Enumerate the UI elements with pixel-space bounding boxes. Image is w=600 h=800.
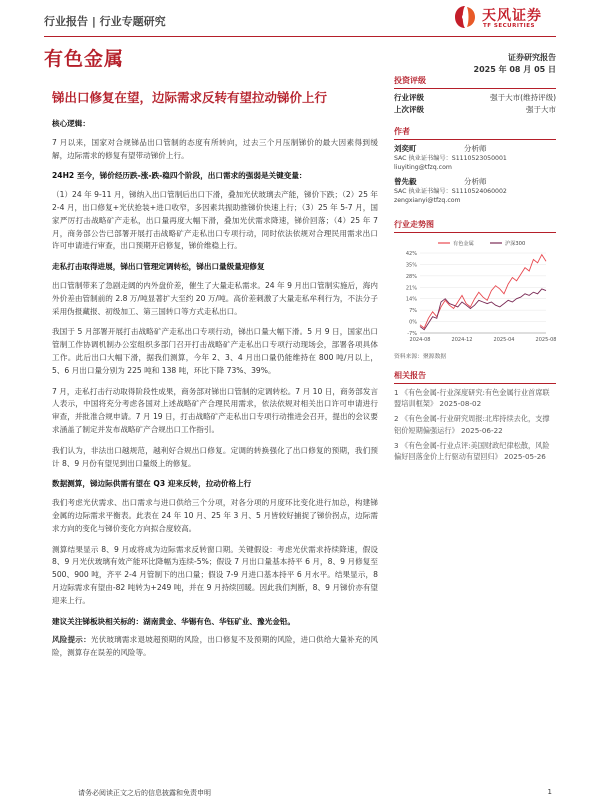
analyst-name: 刘奕町: [394, 144, 417, 153]
analyst-license: SAC 执业证书编号：S1110524060002: [394, 188, 507, 195]
paragraph-4: 我国于 5 月部署开展打击战略矿产走私出口专项行动，锑出口量大幅下滑。5 月 9 日，国家出口管制工作协调机制办公室组织多部门召开打击战略矿产走私出口专项行动现场会，部署各项具体工作。此后出口大幅下滑，据我们测算，今年 2、3、4 月出口量仍能维持在 800 吨/月以上，5、6 月出口量分别为 225 吨和 138 吨，环比下降 73%、39%。: [52, 327, 378, 375]
related-title: 相关报告: [394, 370, 556, 384]
report-type: 证券研究报告: [508, 53, 556, 62]
y-tick-label: 0%: [409, 319, 417, 326]
tf-logo-icon: [452, 4, 478, 30]
analyst-card: [394, 176, 556, 205]
report-category: 行业报告 | 行业专题研究: [44, 15, 166, 28]
sidebar: [394, 75, 556, 466]
core-logic-label: 核心逻辑：: [52, 119, 90, 128]
industry-trend-chart: [394, 237, 556, 349]
analyst-name: 曾先毅: [394, 177, 417, 186]
rating-row: [394, 92, 556, 104]
rating-key: 行业评级: [394, 93, 424, 102]
section-heading-3: 数据测算，锑边际供需有望在 Q3 迎来反转，拉动价格上行: [52, 479, 252, 489]
rating-row: [394, 104, 556, 116]
related-report-link[interactable]: 1 《有色金属-行业深度研究:有色金属行业首席联盟培训框架》 2025-08-02: [394, 388, 550, 409]
section-heading-4: 建议关注锑板块相关标的：湖南黄金、华锡有色、华钰矿业、豫光金铅。: [52, 616, 295, 626]
series-line-nonferrous: [420, 255, 546, 329]
paragraph-3: 出口管制带来了急剧走阔的内外盘价差，催生了大量走私需求。24 年 9 月出口管制实施后，海内外价差由管制前的 2.8 万/吨显著扩大至约 20 万/吨。高价差刺激了大量走私牟利行为，不法分子采用伪报藏报、初级加工、第三国转口等方式走私出口。: [52, 280, 378, 316]
y-tick-label: 28%: [405, 273, 417, 280]
y-tick-label: 7%: [409, 308, 417, 315]
page-number: 1: [547, 788, 552, 796]
rating-value: 强于大市: [526, 105, 556, 114]
y-tick-label: 42%: [405, 251, 417, 257]
analyst-role: 分析师: [464, 144, 487, 153]
paragraph-8: 测算结果显示 8、9 月或将成为边际需求反转窗口期。关键假设：考虑光伏需求持续降速，假设 8、9 月光伏玻璃有效产能环比降幅为连续-5%；假设 7 月出口量基本持平 6 月，8、9 月修复至 500、900 吨，齐平 2-4 月管制下的出口量；假设 7-9 月进口基本持平 6 月水平。结果显示，8 月边际需求有望由-82 吨转为+249 吨，并在 9 月持续回暖。因此我们判断，8、9 月锑价亦有望迎来上行。: [52, 544, 378, 605]
logo: [452, 4, 562, 34]
x-tick-label: 2024-08: [409, 337, 431, 343]
section-heading-1: 24H2 至今，锑价经历跌-涨-跌-稳四个阶段，出口需求的强弱是关键变量：: [52, 171, 307, 181]
paragraph-5: 7 月，走私打击行动取得阶段性成果，商务部对锑出口管制的定调转松。7 月 10 日，商务部发言人表示，中国将充分考虑各国对上述战略矿产合理民用需求，依法依规对相关出口许可申请进行审查，并批准合规申请。7 月 19 日，打击战略矿产走私出口专项行动推进会召开，提出的会议要求涵盖了制定并发布战略矿产合规出口工作指引。: [52, 386, 378, 434]
related-report-link[interactable]: 3 《有色金属-行业点评:美国财政纪律松散，风险偏好回落金价上行驱动有望回归》 2025-05-26: [394, 440, 550, 462]
risk-text: 光伏玻璃需求退坡超预期的风险，出口修复不及预期的风险，进口供给大量补充的风险，测算存在误差的风险等。: [52, 635, 379, 658]
logo-text-en: TF SECURITIES: [483, 23, 535, 29]
paragraph-1: 7 月以来，国家对合规锑品出口管制的态度有所转向，过去三个月压制锑价的最大因素得到缓解，边际需求的修复有望带动锑价上行。: [52, 137, 378, 160]
x-tick-label: 2025-08: [535, 337, 556, 343]
series-line-csi300: [420, 289, 546, 330]
legend-label: 有色金属: [453, 241, 474, 247]
analyst-email[interactable]: zengxianyi@tfzq.com: [394, 197, 461, 204]
risk-paragraph: [52, 634, 378, 660]
analyst-role: 分析师: [464, 177, 487, 186]
analyst-card: [394, 143, 556, 172]
x-tick-label: 2024-12: [451, 337, 473, 343]
trend-chart-svg: [394, 237, 556, 349]
report-headline: 锑出口修复在望，边际需求反转有望拉动锑价上行: [52, 90, 328, 105]
y-tick-label: 21%: [405, 285, 417, 292]
analyst-email[interactable]: liuyiting@tfzq.com: [394, 164, 452, 171]
author-title: 作者: [394, 126, 556, 140]
x-tick-label: 2025-04: [493, 337, 515, 343]
header-divider: [44, 36, 556, 37]
rating-title: 投资评级: [394, 75, 556, 89]
chart-source: 资料来源：聚源数据: [394, 354, 447, 360]
y-tick-label: 14%: [405, 296, 417, 303]
report-date: 2025 年 08 月 05 日: [473, 65, 556, 74]
y-tick-label: 35%: [405, 262, 417, 269]
rating-value: 强于大市(维持评级): [490, 93, 556, 102]
paragraph-7: 我们考虑光伏需求、出口需求与进口供给三个分项，对各分项的月度环比变化进行加总，构建锑金属的边际需求平衡表。此表在 24 年 10 月、25 年 3 月、5 月皆较好捕捉了锑价拐点，边际需求方向的变化与锑价变化方向拟合度较高。: [52, 498, 378, 533]
footer-disclaimer: 请务必阅读正文之后的信息披露和免责申明: [78, 789, 211, 797]
paragraph-2: （1）24 年 9-11 月，锑纳入出口管制后出口下滑，叠加光伏玻璃去产能，锑价下跌；（2）25 年 2-4 月，出口修复+光伏抢装+进口收窄，多因素共振助推锑价快速上行；（3）25 年 5-7 月，国家严厉打击战略矿产走私，出口量再度大幅下滑，叠加光伏需求降速，锑价回落；（4）25 年 7 月，商务部公告已部署开展打击战略矿产走私出口专项行动，同时依法依规对合理民用需求出口许可申请进行审查，出口预期开启修复，锑价维稳上行。: [52, 190, 378, 251]
trend-title: 行业走势图: [394, 219, 556, 233]
risk-label: 风险提示：: [52, 635, 91, 645]
rating-key: 上次评级: [394, 105, 424, 114]
main-content: [52, 118, 378, 668]
y-tick-label: -7%: [407, 331, 417, 337]
related-report-link[interactable]: 2 《有色金属-行业研究周报:北库持续去化，支撑铝价短期偏强运行》 2025-06-22: [394, 414, 550, 435]
logo-text-cn: 天风证券: [482, 8, 542, 24]
paragraph-6: 我们认为，非法出口越规范，越利好合规出口修复。定调的转换强化了出口修复的预期，我们预计 8、9 月份有望见到出口量级上的修复。: [52, 445, 378, 468]
legend-label: 沪深300: [505, 241, 526, 247]
sector-title: 有色金属: [44, 48, 125, 70]
section-heading-2: 走私打击取得进展，锑出口管理定调转松，锑出口量级量迎修复: [52, 262, 265, 272]
analyst-license: SAC 执业证书编号：S1110523050001: [394, 155, 507, 162]
